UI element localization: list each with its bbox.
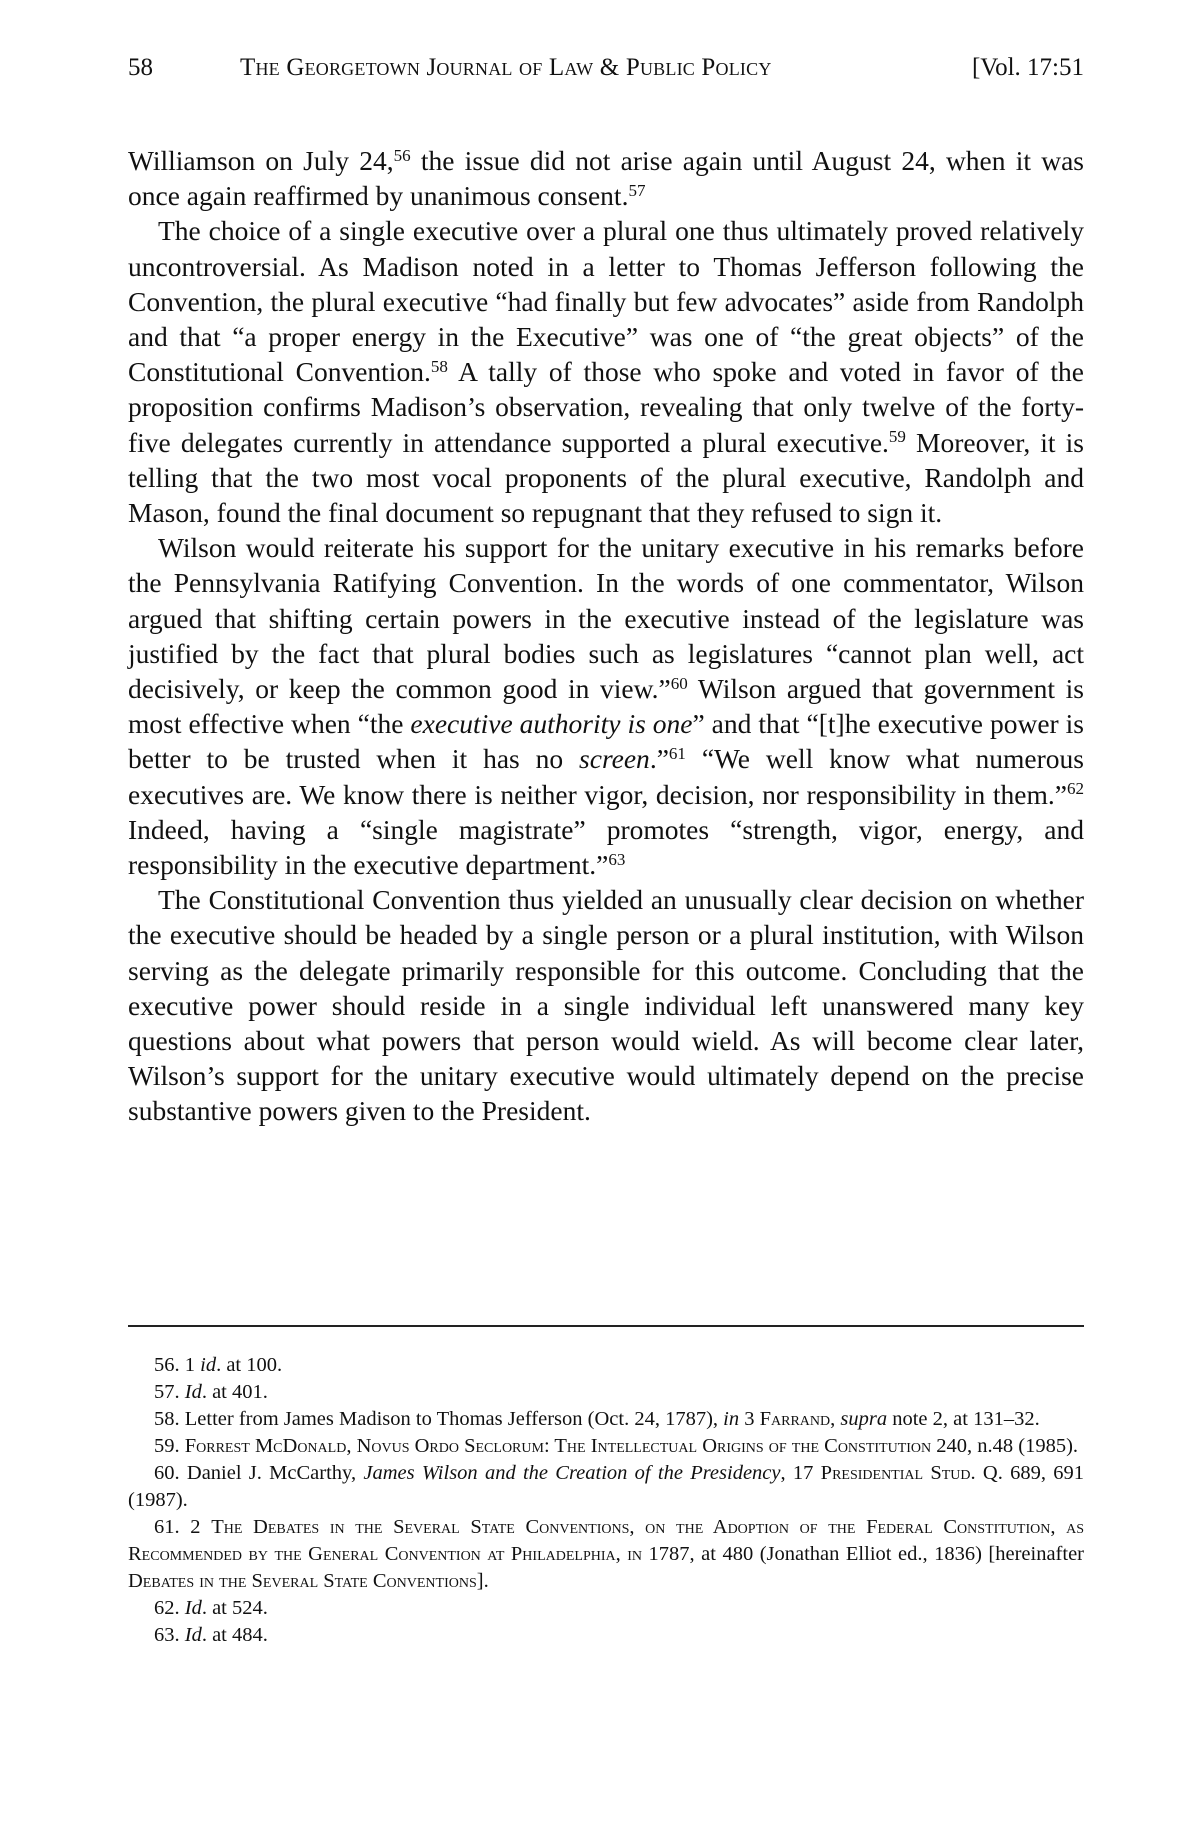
text-run: 3 [739, 1408, 760, 1430]
footnote-number: 57. [154, 1381, 180, 1403]
footnote-ref-61[interactable]: 61 [668, 744, 686, 764]
footnote-57 [128, 1379, 1084, 1406]
italic-run: Id [184, 1381, 202, 1403]
text-run: , [830, 1408, 841, 1430]
small-caps-run: The Debates in the Several State Conventions, on the Adoption of the Federal Constitution, as Recommended by the General Convention at Philadelphia, in [128, 1516, 1085, 1565]
text-run: ]. [476, 1570, 489, 1592]
footnote-number: 61. [154, 1516, 180, 1538]
footnote-59 [128, 1433, 1084, 1460]
text-run: Daniel J. McCarthy, [179, 1462, 364, 1484]
footnote-number: 63. [154, 1624, 180, 1646]
footnote-number: 59. [154, 1435, 180, 1457]
text-run: The choice of a single executive over a plural one thus ultimately proved relatively uncontroversial. As Madison noted in a letter to Thomas Jefferson following the Convention, the plural executive “had finally but few advocates” aside from Randolph and that “a proper energy in the Executive” was one of “the great objects” of the Constitutional Convention. [128, 215, 1084, 388]
footnote-ref-56[interactable]: 56 [393, 145, 411, 165]
footnote-ref-62[interactable]: 62 [1066, 779, 1084, 799]
text-run: Moreover, it is telling that the two most vocal proponents of the plural executive, Randolph and Mason, found the final document so repugnant that they refused to sign it. [128, 426, 1084, 529]
paragraph-3 [128, 530, 1084, 882]
footnote-56 [128, 1352, 1084, 1379]
footnote-ref-59[interactable]: 59 [888, 427, 906, 447]
paragraph-2 [128, 213, 1084, 530]
paragraph-1 [128, 143, 1084, 213]
small-caps-run: Debates in the Several State Conventions [128, 1570, 477, 1592]
text-run: 2 [179, 1516, 212, 1538]
paragraph-4: The Constitutional Convention thus yielded an unusually clear decision on whether the executive should be headed by a single person or a plural institution, with Wilson serving as the delegate primarily responsible for this outcome. Concluding that the executive power should reside in a single individual left unanswered many key questions about what powers that person would wield. As will become clear later, Wilson’s support for the unitary executive would ultimately depend on the precise substantive powers given to the President. [128, 884, 1084, 1127]
text-run: A tally of those who spoke and voted in favor of the proposition confirms Madison’s observation, revealing that only twelve of the forty-five delegates currently in attendance supported a plural executive. [128, 356, 1084, 458]
italic-run: supra [840, 1408, 888, 1430]
footnote-ref-58[interactable]: 58 [430, 356, 448, 376]
text-run: ” and that “[t]he executive power is better to be trusted when it has no [128, 708, 1084, 775]
text-run: Indeed, having a “single magistrate” promotes “strength, vigor, energy, and responsibility in the executive department.” [128, 813, 1084, 881]
footnote-ref-57[interactable]: 57 [628, 180, 646, 200]
text-run: 240, n.48 (1985). [931, 1435, 1079, 1457]
page-number: 58 [128, 54, 153, 81]
footnote-62 [128, 1595, 1084, 1622]
italic-run: James Wilson and the Creation of the Presidency [363, 1462, 781, 1484]
text-run: .” [649, 743, 669, 775]
text-run: the issue did not arise again until August 24, when it was once again reaffirmed by unanimous consent. [128, 145, 1085, 212]
footnote-number: 56. [154, 1354, 180, 1376]
footnote-ref-63[interactable]: 63 [608, 849, 626, 869]
footnote-number: 62. [154, 1597, 180, 1619]
text-run: note 2, at 131–32. [887, 1408, 1040, 1430]
small-caps-run: Presidential Stud. [820, 1462, 976, 1484]
footnote-number: 58. [154, 1408, 180, 1430]
footnote-58 [128, 1406, 1084, 1433]
text-run: Q. 689, 691 (1987). [128, 1462, 1084, 1511]
text-run: Wilson would reiterate his support for the unitary executive in his remarks before the Pennsylvania Ratifying Convention. In the words of one commentator, Wilson argued that shifting certain powers in the executive instead of the legislature was justified by the fact that plural bodies such as legislatures “cannot plan well, act decisively, or keep the common good in view.” [128, 532, 1084, 705]
italic-run: in [723, 1408, 740, 1430]
footnotes [128, 1352, 1084, 1649]
text-run: 1 [179, 1354, 201, 1376]
text-run: Williamson on July 24, [128, 145, 394, 176]
journal-title: The Georgetown Journal of Law & Public Policy [240, 54, 772, 81]
italic-run: screen [579, 743, 650, 775]
footnote-ref-60[interactable]: 60 [670, 673, 688, 693]
text-run: , 17 [780, 1462, 821, 1484]
running-header [128, 54, 1084, 94]
italic-run: Id [184, 1624, 202, 1646]
text-run: . at 484. [201, 1624, 268, 1646]
text-run: 1787, at 480 (Jonathan Elliot ed., 1836) [hereinafter [642, 1543, 1084, 1565]
text-run: . at 401. [201, 1381, 268, 1403]
text-run: Letter from James Madison to Thomas Jefferson (Oct. 24, 1787), [179, 1408, 724, 1430]
footnote-60 [128, 1460, 1084, 1514]
text-run: Wilson argued that government is most effective when “the [128, 673, 1084, 740]
small-caps-run: Farrand [759, 1408, 831, 1430]
italic-run: id [200, 1354, 217, 1376]
volume-citation: [Vol. 17:51 [971, 54, 1084, 81]
text-run: . at 524. [201, 1597, 268, 1619]
footnote-63 [128, 1622, 1084, 1649]
italic-run: Id [184, 1597, 202, 1619]
footnote-61 [128, 1514, 1084, 1595]
text-run: . at 100. [216, 1354, 283, 1376]
text-run: “We well know what numerous executives are. We know there is neither vigor, decision, nor responsibility in them.” [128, 743, 1084, 810]
italic-run: executive authority is one [410, 708, 693, 740]
small-caps-run: Forrest McDonald, Novus Ordo Seclorum: The Intellectual Origins of the Constitution [184, 1435, 932, 1457]
footnote-number: 60. [154, 1462, 180, 1484]
footnote-divider [128, 1325, 1084, 1327]
body-text [128, 143, 1084, 1129]
